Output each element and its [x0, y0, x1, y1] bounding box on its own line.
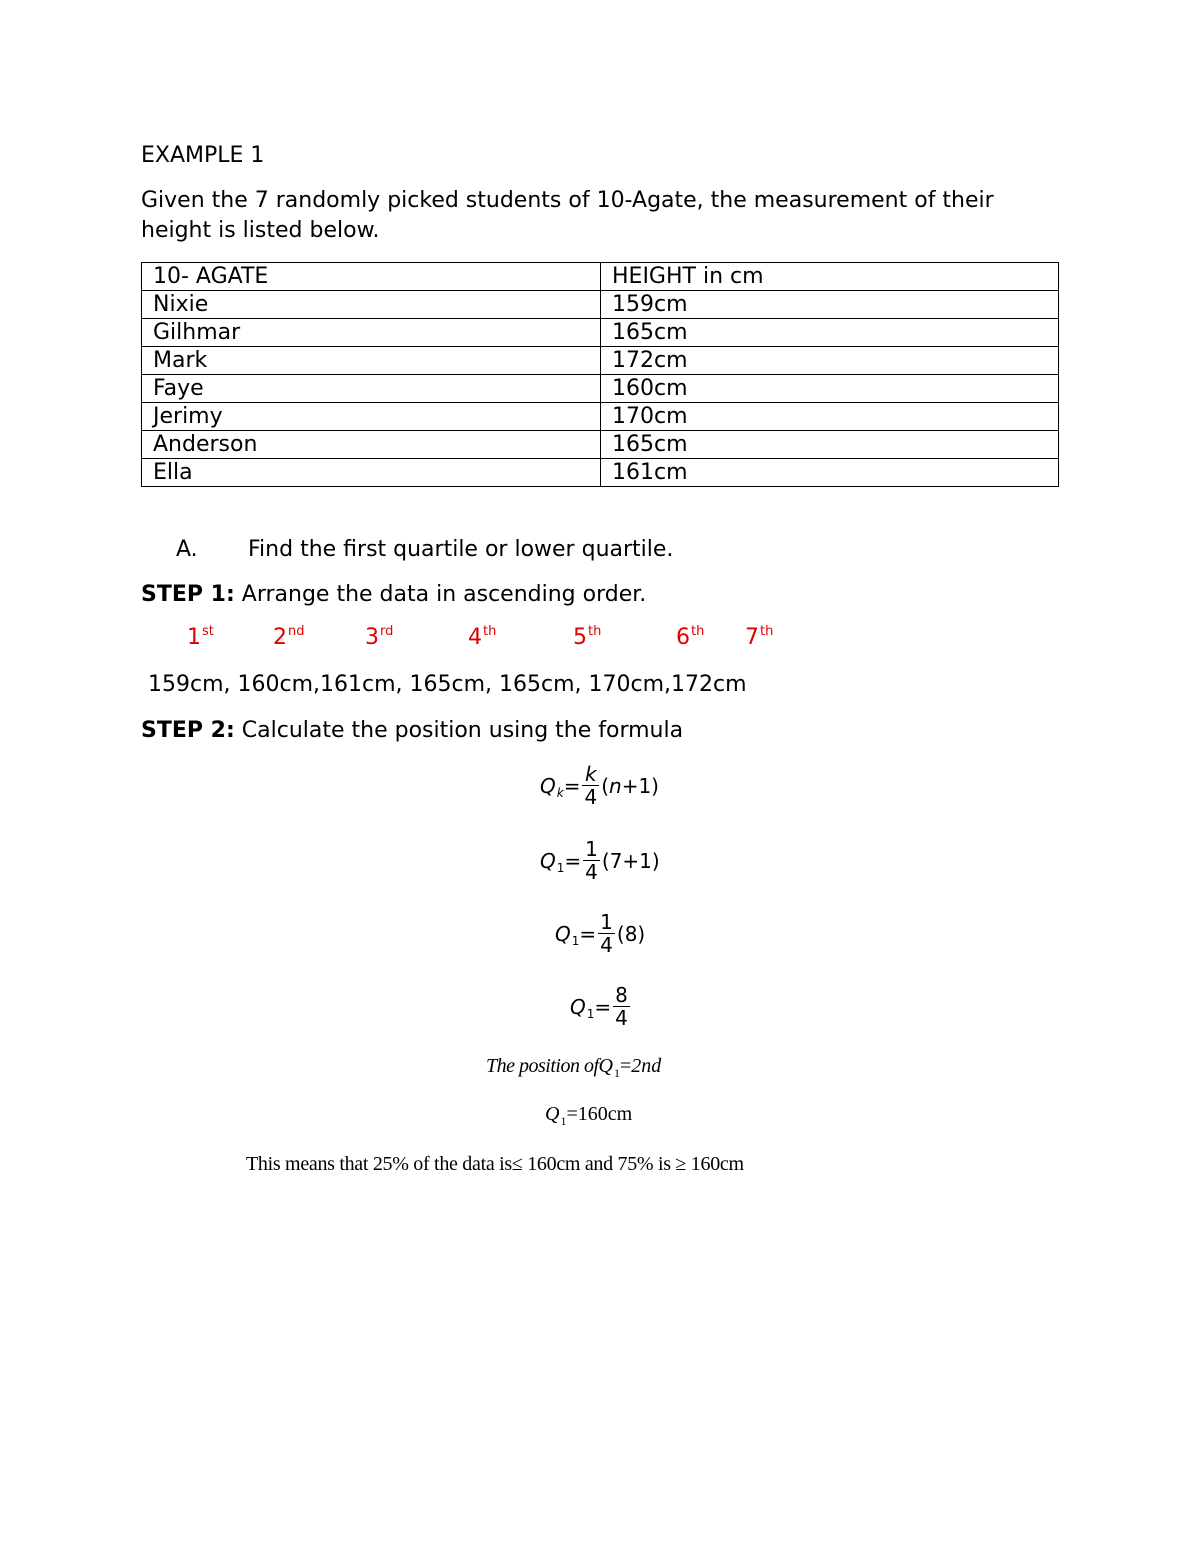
- table-row: [142, 319, 1059, 347]
- table-row: [142, 403, 1059, 431]
- step-2-text: Calculate the position using the formula: [234, 718, 684, 743]
- student-name: Faye: [142, 375, 601, 403]
- step-1-label: STEP 1:: [141, 582, 235, 607]
- student-name: Ella: [142, 459, 601, 487]
- step-1: [141, 580, 646, 610]
- student-height: 165cm: [601, 431, 1059, 459]
- formula-simplify: Q 1 = $\frac{1}{4}$ (8): [555, 910, 646, 957]
- fraction: $\frac{k}{4}$: [584, 762, 598, 809]
- ordinal-label: 4th: [468, 624, 497, 650]
- height-table: [141, 262, 1059, 487]
- table-row: [142, 459, 1059, 487]
- student-name: Jerimy: [142, 403, 601, 431]
- ordinal-label: 2nd: [273, 624, 305, 650]
- table-row: [142, 375, 1059, 403]
- table-row: [142, 347, 1059, 375]
- table-header-height: HEIGHT in cm: [601, 263, 1059, 291]
- formula-position: The position of Q 1 = 2nd: [486, 1055, 662, 1080]
- student-name: Nixie: [142, 291, 601, 319]
- student-height: 172cm: [601, 347, 1059, 375]
- student-height: 165cm: [601, 319, 1059, 347]
- example-heading: EXAMPLE 1: [141, 143, 265, 168]
- student-height: 170cm: [601, 403, 1059, 431]
- formula-general: Q k = $\frac{k}{4}$ ( n +1): [540, 762, 659, 809]
- sorted-data: 159cm, 160cm,161cm, 165cm, 165cm, 170cm,172cm: [148, 672, 747, 697]
- fraction: $\frac{1}{4}$: [600, 910, 613, 957]
- table-row: [142, 431, 1059, 459]
- student-name: Gilhmar: [142, 319, 601, 347]
- intro-line-2: height is listed below.: [141, 218, 380, 243]
- fraction: $\frac{1}{4}$: [585, 837, 598, 884]
- ordinal-label: 5th: [573, 624, 602, 650]
- formula-fraction: Q 1 = $\frac{8}{4}$: [570, 983, 628, 1030]
- student-height: 160cm: [601, 375, 1059, 403]
- fraction: $\frac{8}{4}$: [615, 983, 628, 1030]
- formula-result: Q 1 = 160cm: [545, 1103, 633, 1128]
- ordinal-label: 1st: [187, 624, 214, 650]
- student-height: 161cm: [601, 459, 1059, 487]
- ordinal-label: 3rd: [365, 624, 394, 650]
- part-a-letter: A.: [176, 537, 198, 562]
- ordinal-label: 6th: [676, 624, 705, 650]
- part-a-text: Find the first quartile or lower quartile.: [248, 537, 674, 562]
- student-name: Anderson: [142, 431, 601, 459]
- ordinal-label: 7th: [745, 624, 774, 650]
- step-1-text: Arrange the data in ascending order.: [234, 582, 647, 607]
- table-header-name: 10- AGATE: [142, 263, 601, 291]
- table-row: [142, 291, 1059, 319]
- formula-substitution: Q 1 = $\frac{1}{4}$ (7+1): [540, 837, 660, 884]
- student-name: Mark: [142, 347, 601, 375]
- intro-line-1: Given the 7 randomly picked students of 10-Agate, the measurement of their: [141, 188, 994, 213]
- table-header-row: [142, 263, 1059, 291]
- step-2: [141, 716, 683, 746]
- conclusion: This means that 25% of the data is≤ 160cm and 75% is ≥ 160cm: [246, 1153, 744, 1175]
- step-2-label: STEP 2:: [141, 718, 235, 743]
- student-height: 159cm: [601, 291, 1059, 319]
